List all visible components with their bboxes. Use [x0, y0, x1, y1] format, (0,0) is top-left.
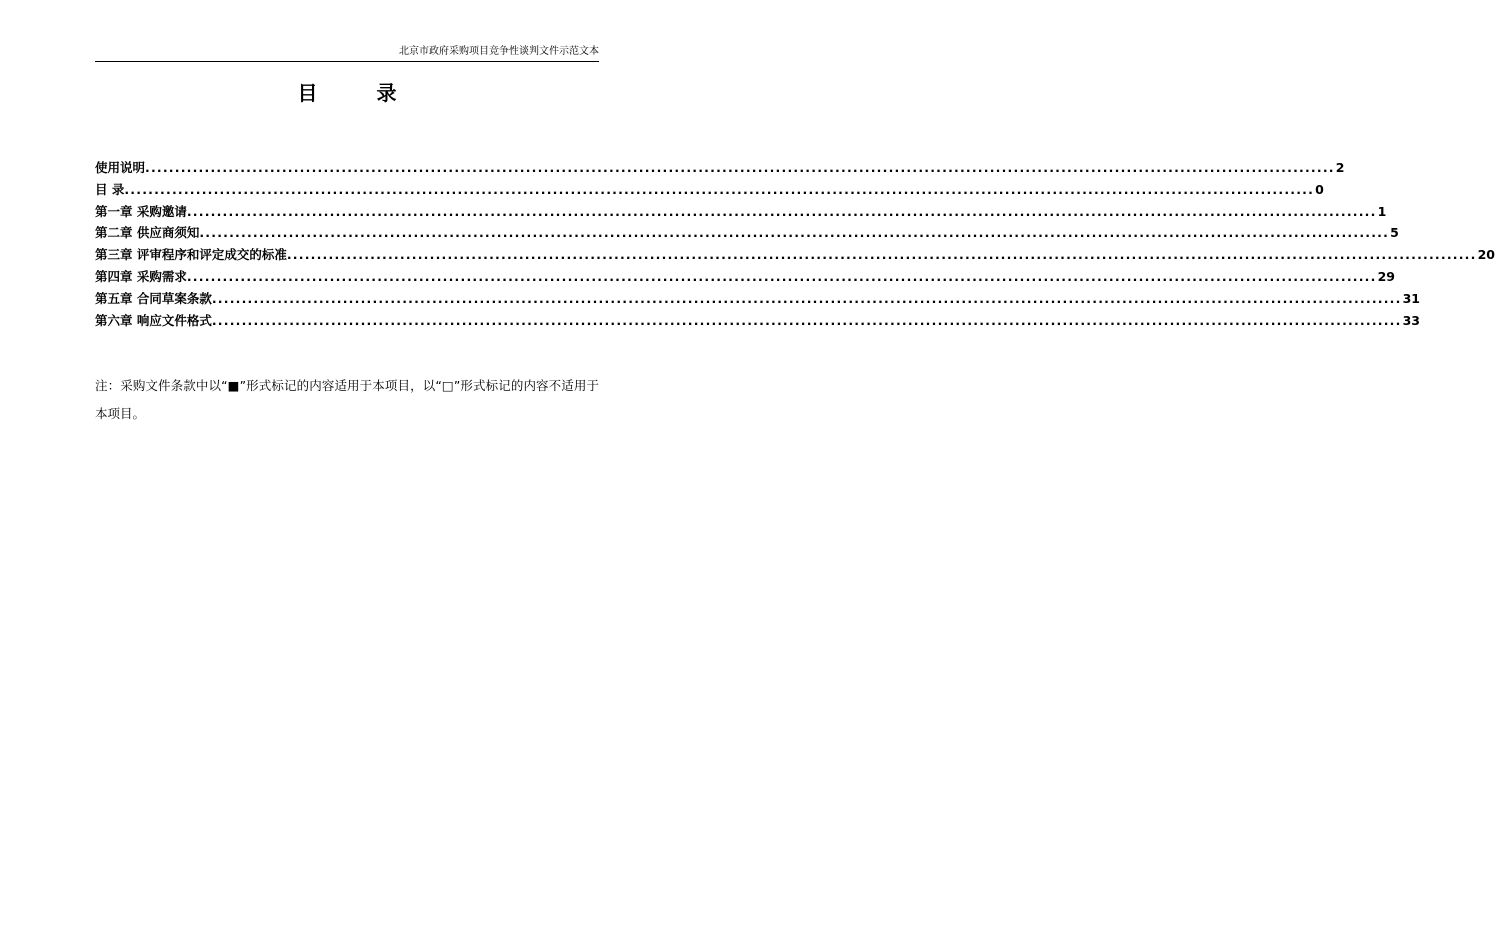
toc-entry[interactable]	[95, 223, 1399, 245]
toc-entry-label: 第三章 评审程序和评定成交的标准	[95, 247, 287, 263]
toc-leader-dots: ........................................................................................................................................................................................................	[124, 181, 1315, 197]
toc-entry-page: 20	[1477, 247, 1495, 263]
toc-entry-label: 第四章 采购需求	[95, 268, 187, 284]
toc-leader-dots: ........................................................................................................................................................................................................	[199, 225, 1390, 241]
page-title: 目 录	[297, 81, 423, 105]
toc-entry[interactable]	[95, 311, 1420, 333]
header-title: 北京市政府采购项目竞争性谈判文件示范文本	[399, 46, 599, 57]
toc-leader-dots: ........................................................................................................................................................................................................	[286, 247, 1477, 263]
toc-entry[interactable]	[95, 158, 1345, 180]
toc-entry-page: 1	[1377, 203, 1387, 219]
note-paragraph: 注：采购文件条款中以“■”形式标记的内容适用于本项目，以“□”形式标记的内容不适用于本项目。	[95, 378, 599, 421]
toc-entry-label: 第一章 采购邀请	[95, 203, 187, 219]
toc-leader-dots: ........................................................................................................................................................................................................	[186, 203, 1377, 219]
toc-leader-dots: ........................................................................................................................................................................................................	[211, 312, 1402, 328]
toc-entry-page: 5	[1390, 225, 1399, 241]
page-header	[95, 44, 599, 62]
toc-entry-label: 目 录	[95, 181, 125, 197]
toc-entry-label: 第二章 供应商须知	[95, 225, 200, 241]
toc-entry[interactable]	[95, 180, 1324, 202]
toc-entry-label: 第六章 响应文件格式	[95, 312, 212, 328]
toc-entry-label: 第五章 合同草案条款	[95, 290, 212, 306]
toc-entry-page: 2	[1335, 160, 1345, 175]
table-of-contents	[95, 158, 1495, 332]
toc-entry[interactable]	[95, 245, 1495, 267]
toc-leader-dots: ........................................................................................................................................................................................................	[186, 268, 1377, 284]
toc-entry[interactable]	[95, 289, 1420, 311]
toc-leader-dots: ........................................................................................................................................................................................................	[145, 160, 1335, 175]
toc-entry[interactable]	[95, 202, 1387, 224]
toc-entry-label: 使用说明	[95, 160, 146, 175]
toc-entry-page: 33	[1402, 312, 1420, 328]
toc-entry[interactable]	[95, 267, 1395, 289]
toc-entry-page: 31	[1402, 290, 1420, 306]
toc-entry-page: 0	[1315, 181, 1324, 197]
toc-leader-dots: ........................................................................................................................................................................................................	[211, 290, 1402, 306]
toc-entry-page: 29	[1377, 268, 1395, 284]
